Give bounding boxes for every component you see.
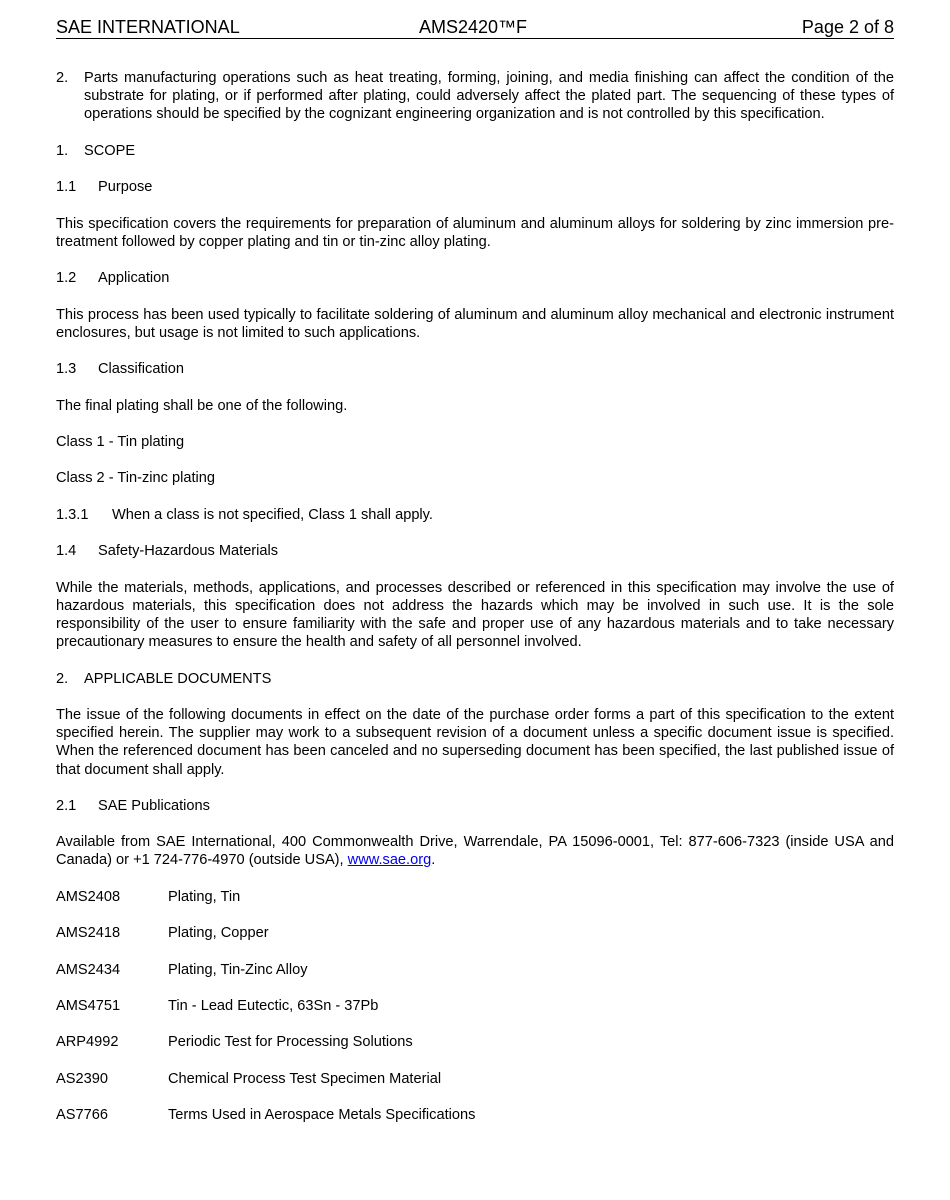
subsection-heading-sae-publications [56, 797, 894, 815]
clause-text: When a class is not specified, Class 1 shall apply. [112, 506, 433, 523]
subsection-heading-safety [56, 542, 894, 560]
sae-link-period: . [431, 852, 436, 869]
subsection-number: 1.1 [56, 179, 77, 196]
sae-publications-text [56, 833, 894, 869]
sae-website-link[interactable]: www.sae.org [347, 852, 432, 869]
document-code: ARP4992 [56, 1034, 119, 1051]
document-title: Terms Used in Aerospace Metals Specifications [168, 1107, 476, 1124]
page-header [56, 14, 894, 39]
document-title: Periodic Test for Processing Solutions [168, 1034, 413, 1051]
referenced-documents-list [56, 888, 894, 1125]
note-number: 2. [56, 70, 69, 86]
subsection-number: 1.3 [56, 361, 77, 378]
section-number: 1. [56, 142, 69, 159]
document-row [56, 924, 894, 942]
document-title: Plating, Tin-Zinc Alloy [168, 961, 308, 978]
header-page-number: Page 2 of 8 [801, 17, 894, 37]
document-row [56, 1070, 894, 1088]
note-paragraph [56, 69, 894, 124]
header-doc-id: AMS2420™F [419, 17, 528, 37]
clause-default-class [56, 506, 894, 524]
class-1-item: Class 1 - Tin plating [56, 433, 185, 450]
document-title: Plating, Copper [168, 925, 269, 942]
sae-address-text: Available from SAE International, 400 Commonwealth Drive, Warrendale, PA 15096-0001, Tel: 877-606-7323 (inside USA and Canada) or +1 724-776-4970 (outside USA), [56, 834, 894, 869]
document-row [56, 1033, 894, 1051]
application-text: This process has been used typically to facilitate soldering of aluminum and aluminum alloy mechanical and electronic instrument enclosures, but usage is not limited to such applications. [56, 306, 894, 341]
document-row [56, 888, 894, 906]
header-org: SAE INTERNATIONAL [56, 17, 240, 37]
document-code: AS2390 [56, 1070, 108, 1087]
subsection-heading-purpose [56, 178, 894, 196]
subsection-heading-application [56, 269, 894, 287]
class-2-item: Class 2 - Tin-zinc plating [56, 470, 215, 487]
document-code: AMS2418 [56, 925, 121, 942]
subsection-title: SAE Publications [98, 797, 210, 814]
subsection-number: 1.4 [56, 543, 77, 560]
document-title: Chemical Process Test Specimen Material [168, 1070, 442, 1087]
safety-text: While the materials, methods, applications, and processes described or referenced in this specification may involve the use of hazardous materials, this specification does not address the hazards which may be involved in such use. It is the sole responsibility of the user to ensure familiarity with the safe and proper use of any hazardous materials and to take necessary precautionary measures to ensure the health and safety of all personnel involved. [56, 579, 894, 651]
section-number: 2. [56, 670, 69, 687]
note-text: Parts manufacturing operations such as heat treating, forming, joining, and media finishing can affect the condition of the substrate for plating, or if performed after plating, could adversely affect the plated part. The sequencing of these types of operations should be specified by the cognizant engineering organization and is not controlled by this specification. [84, 70, 894, 123]
document-page [56, 14, 894, 1124]
subsection-title: Safety-Hazardous Materials [98, 543, 279, 560]
document-title: Tin - Lead Eutectic, 63Sn - 37Pb [168, 998, 379, 1015]
document-code: AS7766 [56, 1107, 108, 1124]
document-row [56, 997, 894, 1015]
subsection-number: 2.1 [56, 797, 77, 814]
document-code: AMS2408 [56, 888, 121, 905]
subsection-heading-classification [56, 360, 894, 378]
subsection-title: Purpose [98, 179, 153, 196]
document-row [56, 961, 894, 979]
section-title: SCOPE [84, 142, 136, 159]
subsection-number: 1.2 [56, 270, 77, 287]
document-row [56, 1106, 894, 1124]
clause-number: 1.3.1 [56, 506, 89, 523]
subsection-title: Application [98, 270, 170, 287]
section-heading-scope [56, 142, 894, 160]
section-heading-applicable-documents [56, 670, 894, 688]
section-title: APPLICABLE DOCUMENTS [84, 670, 272, 687]
subsection-title: Classification [98, 361, 184, 378]
document-title: Plating, Tin [168, 888, 241, 905]
classification-intro: The final plating shall be one of the following. [56, 397, 348, 414]
document-code: AMS2434 [56, 961, 121, 978]
document-code: AMS4751 [56, 998, 121, 1015]
applicable-documents-text: The issue of the following documents in effect on the date of the purchase order forms a part of this specification to the extent specified herein. The supplier may work to a subsequent revision of a document unless a specific document issue is specified. When the referenced document has been canceled and no superseding document has been specified, the last published issue of that document shall apply. [56, 706, 894, 778]
purpose-text: This specification covers the requirements for preparation of aluminum and aluminum alloys for soldering by zinc immersion pre-treatment followed by copper plating and tin or tin-zinc alloy plating. [56, 215, 894, 250]
